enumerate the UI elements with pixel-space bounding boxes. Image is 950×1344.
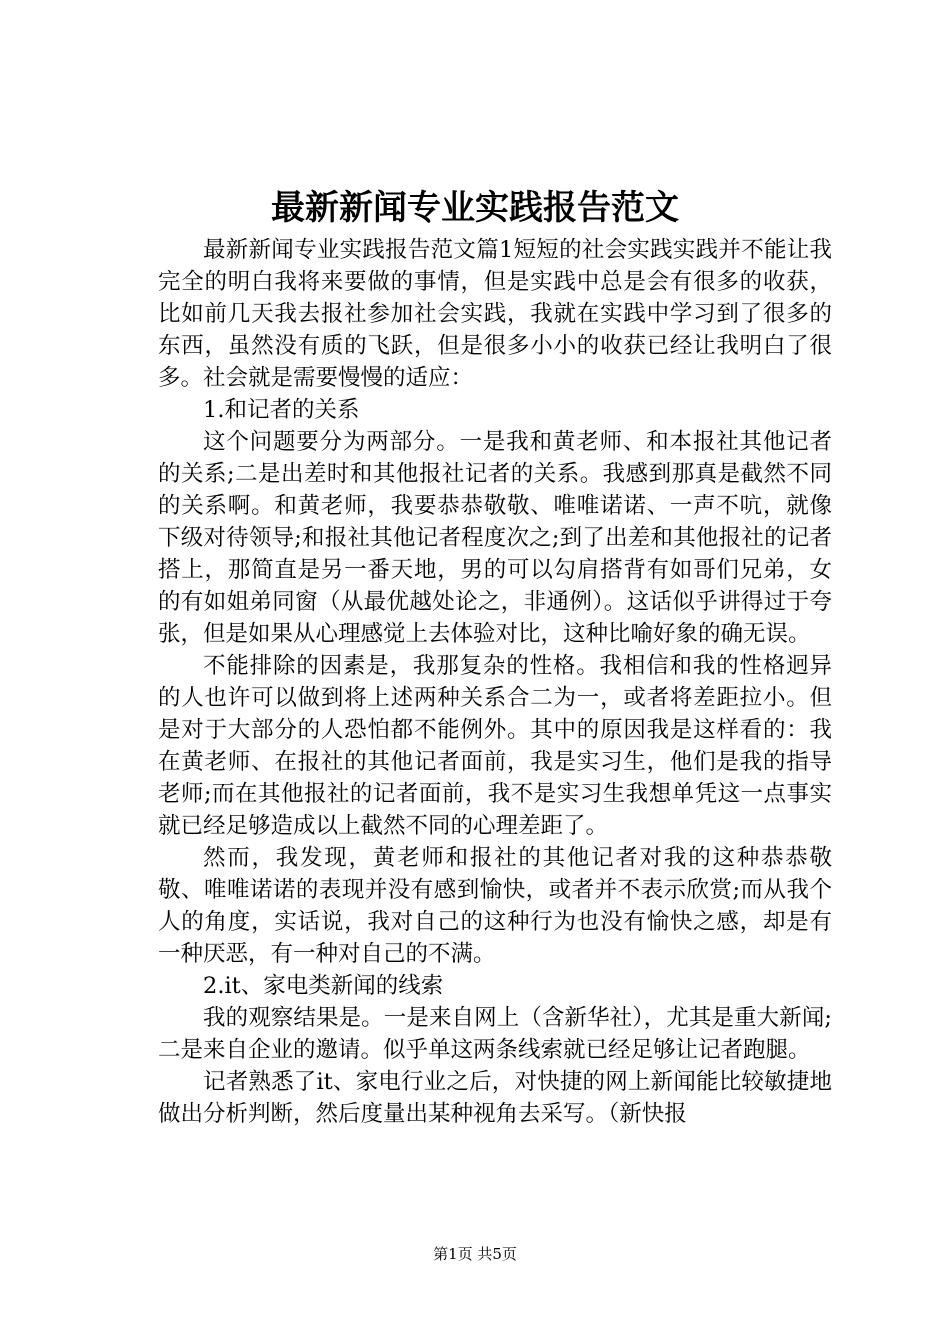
document-title: 最新新闻专业实践报告范文	[271, 188, 679, 228]
paragraph: 我的观察结果是。一是来自网上（含新华社），尤其是重大新闻;二是来自企业的邀请。似乎单这两条线索就已经足够让记者跑腿。	[158, 1005, 832, 1063]
page-footer: 第1页 共5页	[433, 1245, 517, 1263]
paragraph: 这个问题要分为两部分。一是我和黄老师、和本报社其他记者的关系;二是出差时和其他报社记者的关系。我感到那真是截然不同的关系啊。和黄老师，我要恭恭敬敬、唯唯诺诺、一声不吭，就像下级对待领导;和报社其他记者程度次之;到了出差和其他报社的记者搭上，那简直是另一番天地，男的可以勾肩搭背有如哥们兄弟，女的有如姐弟同窗（从最优越处论之，非通例）。这话似乎讲得过于夸张，但是如果从心理感觉上去体验对比，这种比喻好象的确无误。	[158, 429, 832, 647]
paragraph: 记者熟悉了it、家电行业之后，对快捷的网上新闻能比较敏捷地做出分析判断，然后度量出某种视角去采写。（新快报	[158, 1069, 832, 1127]
paragraph: 不能排除的因素是，我那复杂的性格。我相信和我的性格迥异的人也许可以做到将上述两种关系合二为一，或者将差距拉小。但是对于大部分的人恐怕都不能例外。其中的原因我是这样看的：我在黄老师、在报社的其他记者面前，我是实习生，他们是我的指导老师;而在其他报社的记者面前，我不是实习生我想单凭这一点事实就已经足够造成以上截然不同的心理差距了。	[158, 653, 832, 839]
document-body	[158, 234, 832, 1130]
section-heading: 2.it、家电类新闻的线索	[203, 973, 444, 999]
paragraph: 然而，我发现，黄老师和报社的其他记者对我的这种恭恭敬敬、唯唯诺诺的表现并没有感到愉快，或者并不表示欣赏;而从我个人的角度，实话说，我对自己的这种行为也没有愉快之感，却是有一种厌恶，有一种对自己的不满。	[158, 845, 832, 967]
paragraph: 最新新闻专业实践报告范文篇1短短的社会实践实践并不能让我完全的明白我将来要做的事情，但是实践中总是会有很多的收获，比如前几天我去报社参加社会实践，我就在实践中学习到了很多的东西，虽然没有质的飞跃，但是很多小小的收获已经让我明白了很多。社会就是需要慢慢的适应：	[158, 237, 832, 391]
section-heading: 1.和记者的关系	[203, 397, 360, 423]
